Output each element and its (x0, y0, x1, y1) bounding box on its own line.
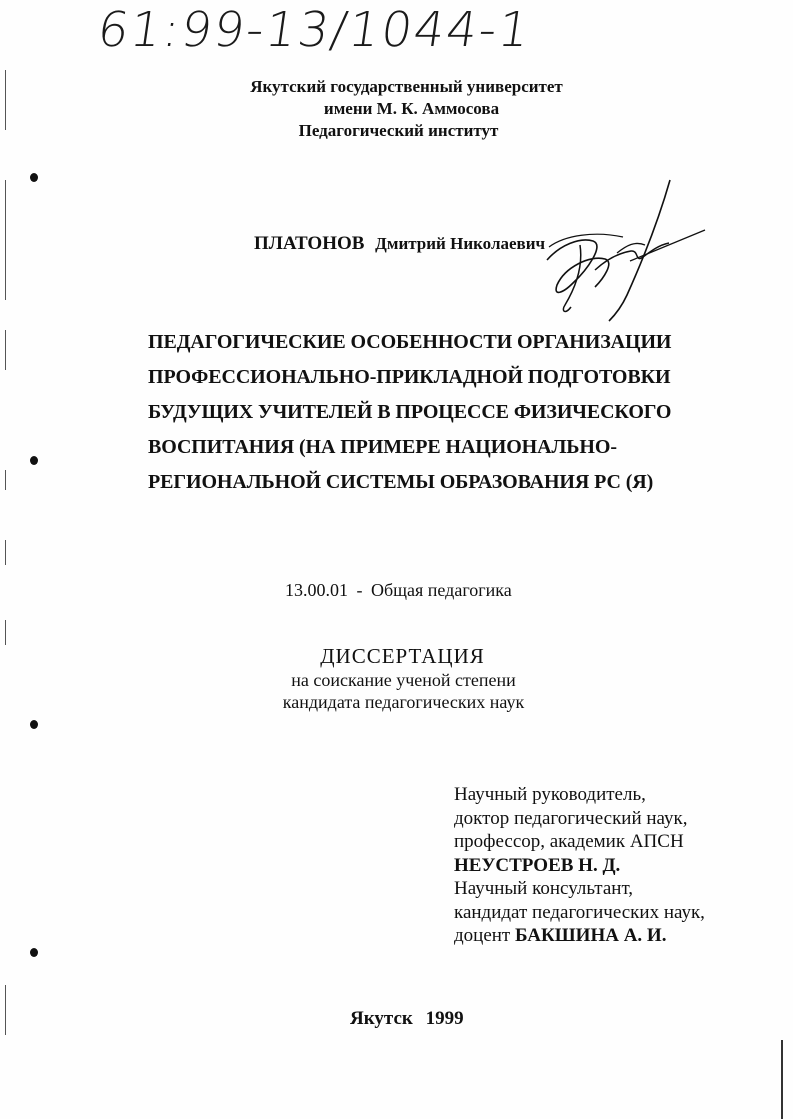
supervisor-block (454, 783, 705, 948)
thesis-heading: ДИССЕРТАЦИЯ (320, 644, 485, 668)
specialty (285, 580, 512, 601)
footer-city: Якутск (350, 1008, 413, 1029)
binding-hole-dot (30, 456, 38, 465)
footer-place-year (350, 1008, 464, 1030)
binding-hole-dot (30, 720, 38, 729)
dissertation-title (148, 325, 671, 500)
supervisor-title: профессор, академик АПСН (454, 831, 684, 852)
scan-edge-mark (5, 330, 6, 370)
supervisor-degree: доктор педагогический наук, (454, 807, 688, 829)
scan-edge-mark (5, 540, 6, 565)
supervisor-role: Научный руководитель, (454, 784, 646, 805)
consultant-role: Научный консультант, (454, 878, 634, 899)
specialty-name: Общая педагогика (371, 580, 512, 600)
author-given-names: Дмитрий Николаевич (375, 234, 546, 253)
thesis-degree-line: кандидата педагогических наук (282, 692, 525, 712)
title-line: БУДУЩИХ УЧИТЕЛЕЙ В ПРОЦЕССЕ ФИЗИЧЕСКОГО (148, 401, 672, 423)
archive-code: 61:99-13/1044-1 (94, 2, 535, 58)
institution-institute: Педагогический институт (298, 121, 499, 140)
thesis-degree-line: на соискание ученой степени (291, 670, 516, 690)
author-name (254, 233, 545, 255)
scan-edge-line (781, 1040, 783, 1119)
binding-hole-dot (30, 948, 38, 957)
title-line: ПЕДАГОГИЧЕСКИЕ ОСОБЕННОСТИ ОРГАНИЗАЦИИ (148, 331, 672, 353)
scan-edge-mark (5, 180, 6, 300)
scan-edge-mark (5, 985, 6, 1035)
institution-university: Якутский государственный университет (250, 77, 563, 96)
thesis-designation (0, 645, 793, 713)
consultant-line (454, 924, 705, 948)
scan-edge-mark (5, 620, 6, 645)
scan-edge-mark (5, 470, 6, 490)
consultant-title: доцент (454, 925, 511, 946)
title-line: ВОСПИТАНИЯ (НА ПРИМЕРЕ НАЦИОНАЛЬНО- (148, 436, 617, 458)
scan-edge-mark (5, 70, 6, 130)
binding-hole-dot (30, 173, 38, 182)
institution-header (0, 76, 793, 142)
specialty-code: 13.00.01 (285, 580, 348, 600)
institution-named-after: имени М. К. Аммосова (323, 99, 500, 118)
author-surname: ПЛАТОНОВ (254, 233, 365, 254)
title-line: ПРОФЕССИОНАЛЬНО-ПРИКЛАДНОЙ ПОДГОТОВКИ (148, 366, 671, 388)
title-line: РЕГИОНАЛЬНОЙ СИСТЕМЫ ОБРАЗОВАНИЯ РС (Я) (148, 471, 654, 493)
consultant-name: БАКШИНА А. И. (515, 925, 667, 946)
signature (535, 175, 710, 330)
specialty-separator: - (356, 580, 363, 600)
supervisor-name: НЕУСТРОЕВ Н. Д. (454, 854, 621, 876)
consultant-degree: кандидат педагогических наук, (454, 901, 705, 923)
footer-year: 1999 (425, 1008, 464, 1029)
